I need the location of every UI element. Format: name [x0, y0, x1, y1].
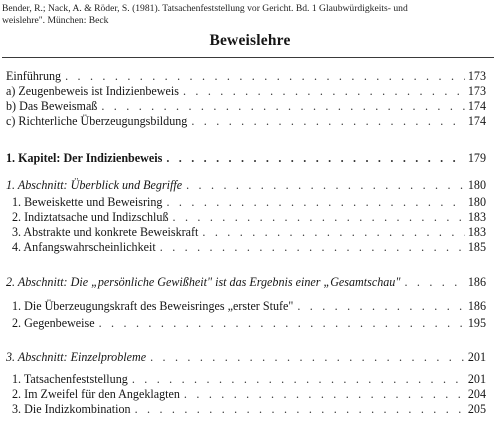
toc-entry-label: 1. Kapitel: Der Indizienbeweis — [6, 151, 163, 165]
toc-page-number: 186 — [467, 299, 486, 313]
dot-leader — [404, 275, 464, 289]
toc-entry-3-2 — [12, 387, 486, 401]
toc-entry-3-1 — [12, 372, 486, 386]
toc-entry-label: a) Zeugenbeweis ist Indizienbeweis — [6, 84, 179, 98]
toc-page-number: 174 — [467, 99, 486, 113]
dot-leader — [183, 84, 465, 98]
toc-entry-label: 1. Abschnitt: Überblick und Begriffe — [6, 178, 183, 192]
toc-entry-2-1 — [12, 299, 486, 313]
toc-entry-a — [6, 84, 486, 98]
toc-entry-label: 2. Indiztatsache und Indizschluß — [12, 210, 169, 224]
toc-page-number: 205 — [467, 402, 486, 416]
page-title: Beweislehre — [209, 32, 291, 49]
toc-entry-label: 1. Beweiskette und Beweisring — [12, 195, 163, 209]
toc-entry-1-1 — [12, 195, 486, 209]
toc-page-number: 186 — [467, 275, 486, 289]
toc-entry-label: 2. Gegenbeweise — [12, 316, 95, 330]
dot-leader — [150, 350, 465, 364]
toc-entry-label: b) Das Beweismaß — [6, 99, 98, 113]
toc-entry-label: 1. Tatsachenfeststellung — [12, 372, 128, 386]
dot-leader — [184, 387, 465, 401]
toc-page-number: 204 — [467, 387, 486, 401]
dot-leader — [166, 195, 464, 209]
toc-page-number: 180 — [467, 195, 486, 209]
toc-entry-label: c) Richterliche Überzeugungsbildung — [6, 114, 188, 128]
toc-page-number: 185 — [467, 240, 486, 254]
toc-page-number: 179 — [467, 151, 486, 165]
dot-leader — [202, 225, 464, 239]
dot-leader — [297, 299, 465, 313]
dot-leader — [173, 210, 465, 224]
toc-page-number: 180 — [467, 178, 486, 192]
toc-page-number: 195 — [467, 316, 486, 330]
toc-entry-label: 3. Die Indizkombination — [12, 402, 131, 416]
toc-section-1 — [6, 178, 486, 192]
toc-section-2 — [6, 275, 486, 289]
dot-leader — [99, 316, 465, 330]
toc-entry-einfuehrung — [6, 69, 486, 83]
toc-entry-3-3 — [12, 402, 486, 416]
toc-entry-label: 1. Die Überzeugungskraft des Beweisringes „erster Stufe" — [12, 299, 294, 313]
dot-leader — [166, 151, 465, 165]
toc-page-number: 173 — [467, 69, 486, 83]
citation-line-2: weislehre". München: Beck — [2, 15, 109, 26]
toc-entry-1-3 — [12, 225, 486, 239]
toc-page-number: 201 — [467, 350, 486, 364]
toc-entry-label: 2. Im Zweifel für den Angeklagten — [12, 387, 180, 401]
toc-entry-c — [6, 114, 486, 128]
dot-leader — [132, 372, 465, 386]
dot-leader — [191, 114, 465, 128]
toc-entry-2-2 — [12, 316, 486, 330]
toc-entry-label: Einführung — [6, 69, 62, 83]
dot-leader — [101, 99, 465, 113]
dot-leader — [186, 178, 465, 192]
toc-chapter-1 — [6, 151, 486, 165]
toc-entry-label: 4. Anfangswahrscheinlichkeit — [12, 240, 156, 254]
toc-page-number: 183 — [467, 210, 486, 224]
toc-page-number: 174 — [467, 114, 486, 128]
toc-entry-label: 3. Abschnitt: Einzelprobleme — [6, 350, 147, 364]
toc-page-number: 183 — [467, 225, 486, 239]
dot-leader — [160, 240, 465, 254]
toc-entry-1-4 — [12, 240, 486, 254]
dot-leader — [65, 69, 465, 83]
toc-entry-label: 3. Abstrakte und konkrete Beweiskraft — [12, 225, 199, 239]
toc-section-3 — [6, 350, 486, 364]
toc-entry-b — [6, 99, 486, 113]
dot-leader — [135, 402, 465, 416]
toc-page-number: 201 — [467, 372, 486, 386]
toc-page-number: 173 — [467, 84, 486, 98]
citation-line-1: Bender, R.; Nack, A. & Röder, S. (1981). Tatsachenfeststellung vor Gericht. Bd. 1 Glaubwürdigkeits- und — [2, 3, 408, 14]
toc-entry-1-2 — [12, 210, 486, 224]
toc-entry-label: 2. Abschnitt: Die „persönliche Gewißheit" ist das Ergebnis einer „Gesamtschau" — [6, 275, 401, 289]
